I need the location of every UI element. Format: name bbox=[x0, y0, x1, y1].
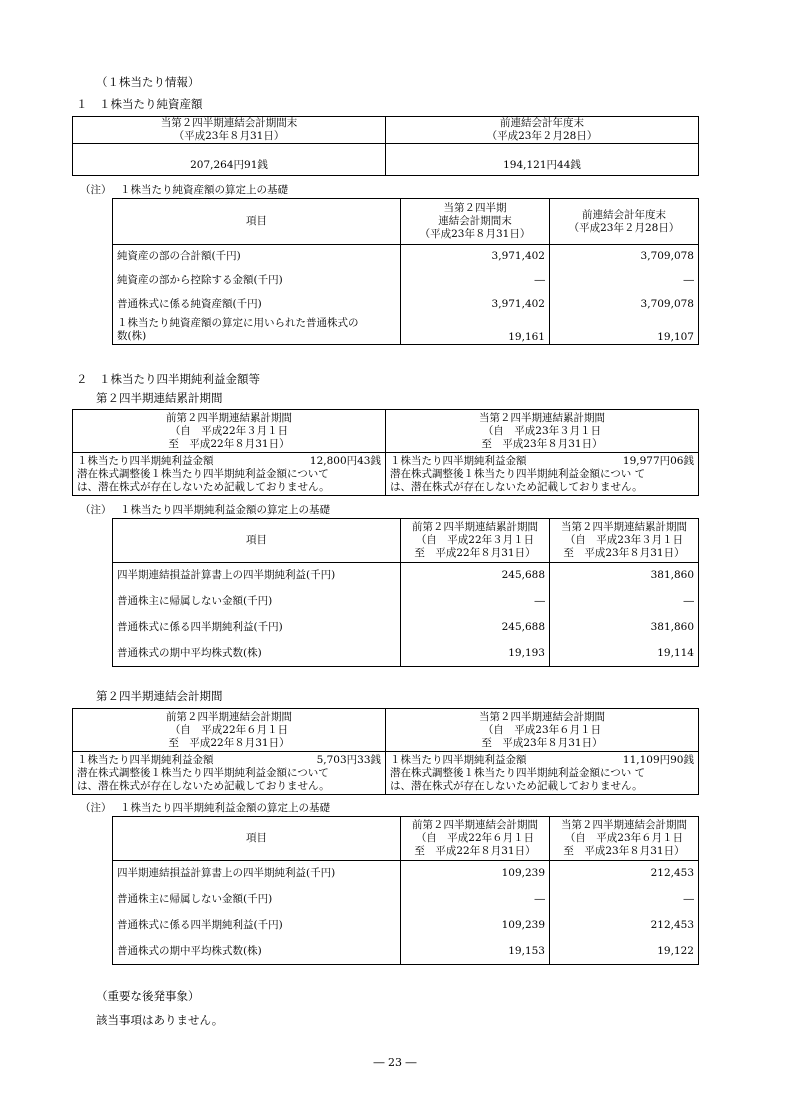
row-value-current: ― bbox=[550, 887, 699, 913]
row-label: 四半期連結損益計算書上の四半期純利益(千円) bbox=[113, 563, 401, 589]
row-value-current: 381,860 bbox=[550, 615, 699, 641]
note-title: １株当たり純資産額の算定上の基礎 bbox=[120, 184, 288, 196]
eps-current-cumulative-cell: １株当たり四半期純利益金額 19,977円06銭 潜在株式調整後１株当たり四半期純利益金額につい て は、潜在株式が存在しないため記載しておりません。 bbox=[386, 453, 699, 496]
row-label: 四半期連結損益計算書上の四半期純利益(千円) bbox=[113, 861, 401, 887]
row-value-current: ― bbox=[401, 269, 550, 293]
header-current-q2-end: 当第２四半期連結会計期間末 （平成23年８月31日） bbox=[73, 117, 386, 144]
row-value-prior: ― bbox=[550, 269, 699, 293]
col-header-item: 項目 bbox=[113, 199, 401, 245]
row-label: 普通株主に帰属しない金額(千円) bbox=[113, 887, 401, 913]
row-value-current: 3,971,402 bbox=[401, 293, 550, 317]
col-header-item: 項目 bbox=[113, 817, 401, 861]
row-value-prior: ― bbox=[401, 887, 550, 913]
note-title: １株当たり四半期純利益金額の算定上の基礎 bbox=[120, 504, 330, 516]
note-label: （注） bbox=[80, 184, 112, 196]
note-title: １株当たり四半期純利益金額の算定上の基礎 bbox=[120, 802, 330, 814]
eps-prior-cumulative-cell: １株当たり四半期純利益金額 12,800円43銭 潜在株式調整後１株当たり四半期純利益金額について は、潜在株式が存在しないため記載しておりません。 bbox=[73, 453, 386, 496]
eps-value: 19,977円06銭 bbox=[622, 455, 694, 467]
row-label: 普通株式の期中平均株式数(株) bbox=[113, 939, 401, 965]
row-value-prior: 19,193 bbox=[401, 641, 550, 667]
row-label: 純資産の部から控除する金額(千円) bbox=[113, 269, 401, 293]
note-label: （注） bbox=[80, 802, 112, 814]
row-value-current: 381,860 bbox=[550, 563, 699, 589]
row-label: 普通株式に係る四半期純利益(千円) bbox=[113, 913, 401, 939]
net-assets-per-share-prior: 194,121円44銭 bbox=[386, 144, 699, 176]
section-2-title: ２ １株当たり四半期純利益金額等 bbox=[76, 372, 260, 386]
subsequent-events-body: 該当事項はありません。 bbox=[96, 1013, 224, 1027]
col-header-current: 当第２四半期連結会計期間 （自 平成23年６月１日 至 平成23年８月31日） bbox=[550, 817, 699, 861]
col-header-prior: 前第２四半期連結累計期間 （自 平成22年３月１日 至 平成22年８月31日） bbox=[401, 519, 550, 563]
col-header-prior: 前連結会計年度末 （平成23年２月28日） bbox=[550, 199, 699, 245]
row-value-prior: ― bbox=[401, 589, 550, 615]
row-label: 普通株式に係る純資産額(千円) bbox=[113, 293, 401, 317]
eps-cumulative-basis-table bbox=[112, 518, 699, 667]
net-assets-summary-table bbox=[72, 116, 699, 176]
col-header-current: 当第２四半期連結累計期間 （自 平成23年３月１日 至 平成23年８月31日） bbox=[550, 519, 699, 563]
row-value-prior: 109,239 bbox=[401, 861, 550, 887]
row-value-prior: 19,153 bbox=[401, 939, 550, 965]
row-value-current: 212,453 bbox=[550, 913, 699, 939]
eps-value: 5,703円33銭 bbox=[316, 754, 381, 766]
eps-value: 12,800円43銭 bbox=[309, 455, 381, 467]
row-label: 普通株主に帰属しない金額(千円) bbox=[113, 589, 401, 615]
header-current-accounting: 当第２四半期連結会計期間 （自 平成23年６月１日 至 平成23年８月31日） bbox=[386, 709, 699, 752]
header-prior-accounting: 前第２四半期連結会計期間 （自 平成22年６月１日 至 平成22年８月31日） bbox=[73, 709, 386, 752]
net-assets-basis-table bbox=[112, 198, 699, 345]
row-label: １株当たり純資産額の算定に用いられた普通株式の 数(株) bbox=[113, 317, 401, 345]
header-current-cumulative: 当第２四半期連結累計期間 （自 平成23年３月１日 至 平成23年８月31日） bbox=[386, 410, 699, 453]
col-header-prior: 前第２四半期連結会計期間 （自 平成22年６月１日 至 平成22年８月31日） bbox=[401, 817, 550, 861]
net-assets-per-share-current: 207,264円91銭 bbox=[73, 144, 386, 176]
row-value-current: ― bbox=[550, 589, 699, 615]
eps-prior-accounting-cell: １株当たり四半期純利益金額 5,703円33銭 潜在株式調整後１株当たり四半期純利益金額について は、潜在株式が存在しないため記載しておりません。 bbox=[73, 752, 386, 795]
row-value-prior: 245,688 bbox=[401, 563, 550, 589]
cumulative-period-subtitle: 第２四半期連結累計期間 bbox=[96, 391, 223, 405]
eps-current-accounting-cell: １株当たり四半期純利益金額 11,109円90銭 潜在株式調整後１株当たり四半期純利益金額につい て は、潜在株式が存在しないため記載しておりません。 bbox=[386, 752, 699, 795]
row-label: 普通株式に係る四半期純利益(千円) bbox=[113, 615, 401, 641]
row-value-current: 19,161 bbox=[401, 317, 550, 345]
row-value-prior: 19,107 bbox=[550, 317, 699, 345]
section-1-title: １ １株当たり純資産額 bbox=[76, 97, 203, 111]
eps-accounting-basis-table bbox=[112, 816, 699, 965]
eps-cumulative-summary-table bbox=[72, 409, 699, 496]
row-label: 純資産の部の合計額(千円) bbox=[113, 245, 401, 269]
accounting-period-subtitle: 第２四半期連結会計期間 bbox=[96, 689, 223, 703]
row-value-prior: 109,239 bbox=[401, 913, 550, 939]
row-value-current: 19,114 bbox=[550, 641, 699, 667]
eps-value: 11,109円90銭 bbox=[622, 754, 694, 766]
row-value-current: 19,122 bbox=[550, 939, 699, 965]
row-value-prior: 3,709,078 bbox=[550, 245, 699, 269]
col-header-item: 項目 bbox=[113, 519, 401, 563]
note-label: （注） bbox=[80, 504, 112, 516]
header-prior-cumulative: 前第２四半期連結累計期間 （自 平成22年３月１日 至 平成22年８月31日） bbox=[73, 410, 386, 453]
row-value-current: 212,453 bbox=[550, 861, 699, 887]
row-label: 普通株式の期中平均株式数(株) bbox=[113, 641, 401, 667]
row-value-current: 3,971,402 bbox=[401, 245, 550, 269]
row-value-prior: 3,709,078 bbox=[550, 293, 699, 317]
row-value-prior: 245,688 bbox=[401, 615, 550, 641]
page-number: ― 23 ― bbox=[373, 1056, 417, 1069]
col-header-current: 当第２四半期 連結会計期間末 （平成23年８月31日） bbox=[401, 199, 550, 245]
section-heading-per-share-info: （１株当たり情報） bbox=[96, 75, 200, 89]
subsequent-events-title: （重要な後発事象） bbox=[96, 989, 200, 1003]
eps-accounting-summary-table bbox=[72, 708, 699, 795]
header-prior-year-end: 前連結会計年度末 （平成23年２月28日） bbox=[386, 117, 699, 144]
